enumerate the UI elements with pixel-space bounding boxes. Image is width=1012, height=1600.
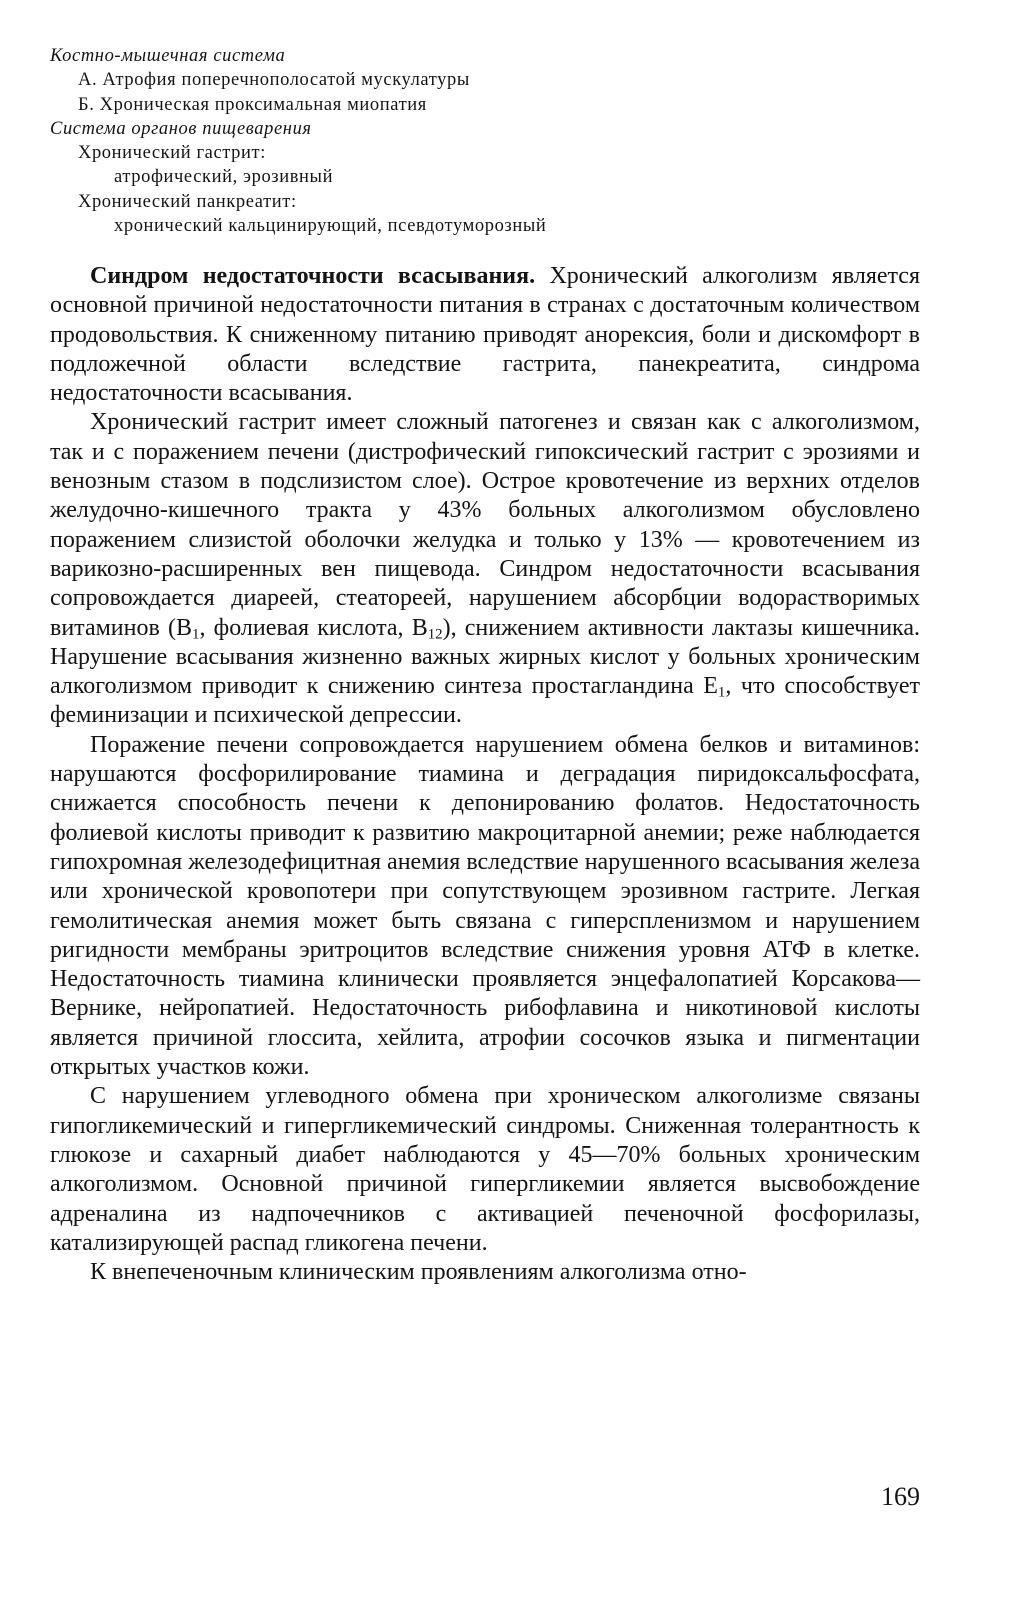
text-run: , что способствует феминизации и психической депрессии. [50,673,920,729]
subscript: 12 [427,625,443,642]
outline-item: Хронический гастрит: [78,143,266,164]
subscript: 1 [192,625,200,642]
outline-subitem: хронический кальцинирующий, псевдотуморозный [114,216,547,237]
outline-item: А. Атрофия поперечнополосатой мускулатуры [78,70,470,91]
paragraph [50,731,920,1083]
outline-heading: Система органов пищеварения [50,118,312,139]
page-number: 169 [881,1482,920,1511]
text-run: Поражение печени сопровождается нарушением обмена белков и витаминов: нарушаются фосфорилирование тиамина и деградация пиридоксальфосфата, снижается способность печени к депонированию фолатов. Недостаточность фолиевой кислоты приводит к развитию макроцитарной анемии; реже наблюдается гипохромная железодефицитная анемия вследствие нарушенного всасывания железа или хронической кровопотери при сопутствующем эрозивном гастрите. Легкая гемолитическая анемия может быть связана с гиперспленизмом и нарушением ригидности мембраны эритроцитов вследствие снижения уровня АТФ в клетке. Недостаточность тиамина клинически проявляется энцефалопатией Корсакова—Вернике, нейропатией. Недостаточность рибофлавина и никотиновой кислоты является причиной глоссита, хейлита, атрофии сосочков языка и пигментации открытых участков кожи. [50,731,920,1081]
text-run: К внепеченочным клиническим проявлениям алкоголизма отно- [90,1259,747,1286]
paragraph [50,262,920,408]
text-run: , фолиевая кислота, B [199,614,428,641]
outline-subitem: атрофический, эрозивный [114,167,334,188]
text-run: С нарушением углеводного обмена при хроническом алкоголизме связаны гипогликемический и гипергликемический синдромы. Сниженная толерантность к глюкозе и сахарный диабет наблюдаются у 45—70% больных хроническим алкоголизмом. Основной причиной гипергликемии является высвобождение адреналина из надпочечников с активацией печеночной фосфорилазы, катализирующей распад гликогена печени. [50,1083,920,1256]
text-run: Хронический алкоголизм является основной причиной недостаточности питания в странах с достаточным количеством продовольствия. К сниженному питанию приводят анорексия, боли и дискомфорт в подложечной области вследствие гастрита, панекреатита, синдрома недостаточности всасывания. [50,263,920,407]
paragraph [50,408,920,730]
outline-heading: Костно-мышечная система [50,46,286,66]
text-run: ), снижением активности лактазы кишечника. Нарушение всасывания жизненно важных жирных кислот у больных хроническим алкоголизмом приводит к снижению синтеза простагландина E [50,614,920,700]
body-text [50,262,920,1287]
section-title: Синдром недостаточности всасывания. [90,263,536,289]
subscript: 1 [717,684,726,701]
paragraph [50,1082,920,1258]
outline-item: Хронический панкреатит: [78,191,297,212]
paragraph [50,1258,920,1287]
classification-outline [50,44,950,238]
outline-item: Б. Хроническая проксимальная миопатия [78,94,427,115]
text-run: Хронический гастрит имеет сложный патогенез и связан как с алкоголизмом, так и с поражением печени (дистрофический гипоксический гастрит с эрозиями и венозным стазом в подслизистом слое). Острое кровотечение из верхних отделов желудочно-кишечного тракта у 43% больных алкоголизмом обусловлено поражением слизистой оболочки желудка и только у 13% — кровотечением из варикозно-расширенных вен пищевода. Синдром недостаточности всасывания сопровождается диареей, стеатореей, нарушением абсорбции водорастворимых витаминов (B [50,409,920,641]
